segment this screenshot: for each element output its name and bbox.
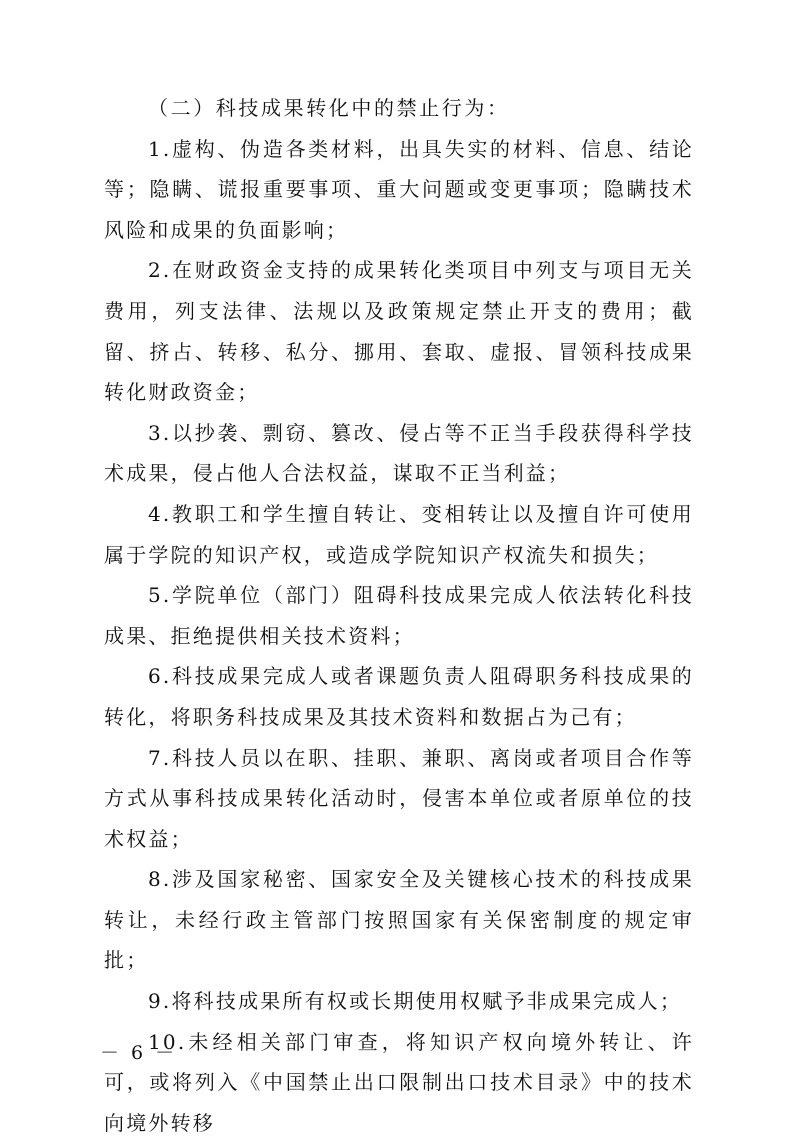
prohibited-item-6: 6.科技成果完成人或者课题负责人阻碍职务科技成果的转化，将职务科技成果及其技术资料和数据占为己有； [104, 664, 694, 729]
prohibited-item-5: 5.学院单位（部门）阻碍科技成果完成人依法转化科技成果、拒绝提供相关技术资料； [104, 583, 694, 648]
prohibited-item-2: 2.在财政资金支持的成果转化类项目中列支与项目无关费用，列支法律、法规以及政策规定禁止开支的费用；截留、挤占、转移、私分、挪用、套取、虚报、冒领科技成果转化财政资金； [104, 258, 694, 405]
section-heading: （二）科技成果转化中的禁止行为： [148, 96, 510, 120]
document-body [104, 88, 694, 1143]
prohibited-item-10: 10.未经相关部门审查，将知识产权向境外转让、许可，或将列入《中国禁止出口限制出口技术目录》中的技术向境外转移 [104, 1029, 694, 1135]
prohibited-item-9: 9.将科技成果所有权或长期使用权赋予非成果完成人； [148, 989, 683, 1014]
page-number: － 6 － [100, 1042, 178, 1064]
prohibited-item-1: 1.虚构、伪造各类材料，出具失实的材料、信息、结论等；隐瞒、谎报重要事项、重大问题或变更事项；隐瞒技术风险和成果的负面影响； [104, 136, 694, 242]
prohibited-item-7: 7.科技人员以在职、挂职、兼职、离岗或者项目合作等方式从事科技成果转化活动时，侵害本单位或者原单位的技术权益； [104, 745, 694, 851]
prohibited-item-4: 4.教职工和学生擅自转让、变相转让以及擅自许可使用属于学院的知识产权，或造成学院知识产权流失和损失； [104, 501, 694, 567]
prohibited-item-8: 8.涉及国家秘密、国家安全及关键核心技术的科技成果转让，未经行政主管部门按照国家有关保密制度的规定审批； [104, 867, 694, 973]
prohibited-item-3: 3.以抄袭、剽窃、篡改、侵占等不正当手段获得科学技术成果，侵占他人合法权益，谋取不正当利益； [104, 420, 694, 486]
